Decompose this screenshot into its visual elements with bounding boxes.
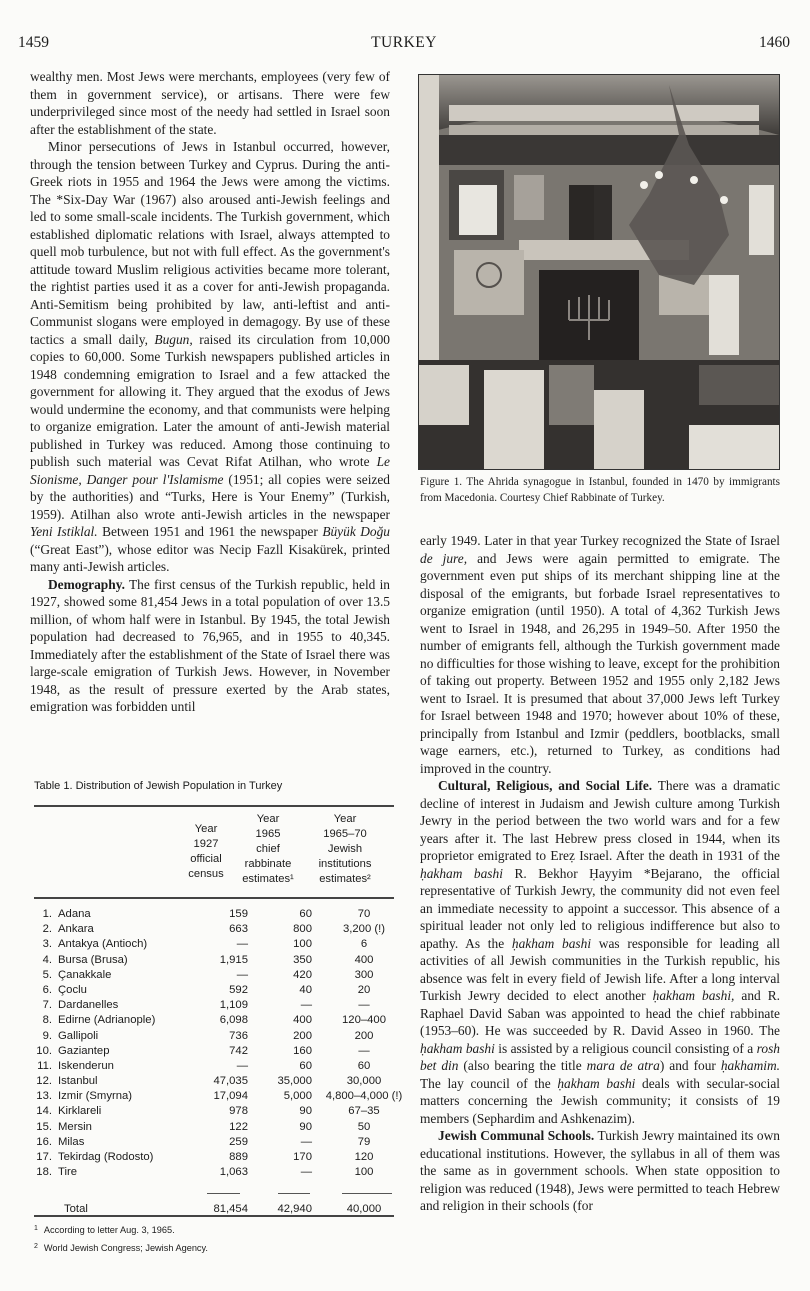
paragraph — [30, 576, 390, 716]
value-1927: 6,098 — [219, 1014, 248, 1027]
italic-term: mara de atra — [586, 1058, 660, 1073]
table-row — [34, 1151, 394, 1166]
city-name: Adana — [58, 908, 91, 920]
value-1965-70: — — [358, 1044, 370, 1057]
row-number: 17. — [36, 1151, 52, 1163]
text-run: and R. Raphael David Saban was appointed to head the chief rabbinate (1953–60). He was succeeded by R. David Asseo in 1960. The — [420, 988, 780, 1038]
text-run: (1951; all copies were seized by the authorities) and “Turks, Here is Your Enemy” (Turkish, 1959). Atilhan also wrote anti-Jewish articles in the newspaper — [30, 471, 390, 522]
value-1927: — — [236, 968, 248, 981]
value-1965: 800 — [293, 923, 312, 936]
city-name: Milas — [58, 1135, 85, 1148]
sum-rule-1965 — [278, 1193, 310, 1194]
header-line: 1965–70 — [323, 828, 367, 840]
header-line: 1927 — [193, 838, 219, 850]
city-name: Ankara — [58, 923, 94, 936]
footnote-text: According to letter Aug. 3, 1965. — [43, 1225, 175, 1235]
text-run: The first census of the Turkish republic, held in 1927, showed some 81,454 Jews in a total population of over 13.5 million, of whom half were in Istanbul. By 1945, the total Jewish population had decreased to 76,965, and in 1955 to 40,345. Immediately after the establishment of the State of Israel there was large-scale emigration of Turkish Jews. However, in November 1948, as the result of pressure exerted by the Arab states, emigration was forbidden until — [30, 576, 390, 714]
text-run: There was a dramatic decline of interest in Judaism and Jewish culture among Turkish Jewry in the period between the two world wars and for a few years after it. The last Hebrew press closed in 1944, when its proprietor emigrated to Ereẓ Israel. After the death in 1931 of the — [420, 778, 780, 863]
value-1927: 47,035 — [213, 1075, 248, 1088]
city-name: Antakya (Antioch) — [58, 938, 148, 951]
text-run: deals with secular-social matters concerning the Jewish community; it consists of 19 members (Sephardim and Ashkenazim). — [420, 1075, 780, 1126]
value-1927: 1,109 — [219, 999, 248, 1012]
table-top-rule — [34, 805, 394, 807]
row-number: 4. — [42, 953, 52, 966]
running-head — [18, 34, 790, 54]
header-line: estimates² — [319, 873, 371, 885]
value-1965-70: 300 — [354, 968, 374, 981]
value-1965-70: 4,800–4,000 (!) — [325, 1090, 403, 1103]
value-1927: 122 — [229, 1120, 248, 1133]
row-number: 11. — [37, 1059, 52, 1072]
paragraph — [420, 777, 780, 1127]
text-run: early 1949. Later in that year Turkey recognized the State of Israel — [420, 533, 780, 548]
table-row — [34, 1121, 394, 1136]
row-number: 1. — [42, 908, 52, 920]
city-name: Kirklareli — [58, 1105, 102, 1118]
header-line: census — [188, 868, 224, 880]
city-name: Izmir (Smyrna) — [58, 1090, 133, 1103]
city-name: Dardanelles — [58, 999, 119, 1012]
value-1927: 736 — [229, 1029, 248, 1042]
total-label: Total — [64, 1203, 88, 1215]
city-name: Istanbul — [58, 1075, 98, 1088]
book-title: Le Sionisme, Danger pour l'Islamisme — [30, 454, 390, 487]
value-1965-70: 120 — [354, 1151, 374, 1163]
text-run: was responsible for leading all activities of all Jewish communities in the Turkish republic, his absence was felt in every field of Jewish life. After a long interval Turkish Jewry decided to elect another — [420, 935, 780, 1003]
city-name: Mersin — [58, 1120, 92, 1133]
italic-term: ḥakhamim. — [720, 1058, 780, 1073]
value-1927: — — [236, 938, 248, 951]
row-number: 10. — [36, 1044, 52, 1057]
value-1927: 159 — [229, 908, 248, 920]
value-1965-70: 70 — [357, 908, 371, 920]
synagogue-photo — [418, 74, 780, 470]
page-number-left: 1459 — [18, 34, 49, 51]
header-line: Year — [333, 813, 357, 825]
value-1927: 259 — [229, 1135, 248, 1148]
city-name: Iskenderun — [58, 1059, 114, 1072]
newspaper-title: Büyük Doğu — [322, 524, 391, 539]
italic-term: ḥakham bashi — [420, 1040, 495, 1056]
total-1965-70: 40,000 — [346, 1203, 382, 1215]
table-total-row — [34, 1203, 394, 1219]
value-1965-70: 30,000 — [346, 1075, 382, 1088]
paragraph — [420, 532, 780, 777]
sum-rule-1927 — [207, 1193, 240, 1194]
table-row — [34, 1166, 394, 1181]
table-row — [34, 1060, 394, 1075]
value-1965-70: — — [358, 999, 370, 1012]
value-1965: 100 — [293, 938, 312, 951]
table-bottom-rule — [34, 1215, 394, 1217]
total-1965: 42,940 — [277, 1203, 312, 1215]
city-name: Edirne (Adrianople) — [58, 1014, 156, 1027]
table-row — [34, 954, 394, 969]
text-run: (“Great East”), whose editor was Necip Fazll Kisakürek, printed many anti-Jewish articles. — [30, 541, 390, 574]
value-1965: 160 — [293, 1044, 312, 1057]
value-1927: 978 — [229, 1105, 248, 1118]
text-run: (also bearing the title — [458, 1058, 587, 1073]
newspaper-title: Bugun, — [154, 331, 193, 347]
city-name: Tekirdag (Rodosto) — [58, 1151, 154, 1163]
value-1927: 663 — [229, 923, 248, 936]
value-1965: 200 — [293, 1029, 312, 1042]
table-header-rule — [34, 897, 394, 899]
section-heading: Demography. — [48, 576, 125, 592]
value-1927: 1,915 — [219, 953, 248, 966]
text-run: R. Bekhor Ḥayyim *Bejarano, the official representative of Turkish Jewry, the community did not even feel an immediate necessity to appoint a successor. This absence of a spiritual leader not only led to religious indifference but also to apathy. As the — [420, 865, 780, 951]
value-1965: 90 — [299, 1120, 312, 1133]
header-line: institutions — [318, 858, 372, 870]
table-row — [34, 1014, 394, 1029]
value-1965-70: 400 — [354, 953, 374, 966]
total-1927: 81,454 — [213, 1203, 248, 1215]
header-line: official — [190, 853, 222, 865]
value-1965-70: 120–400 — [342, 1014, 386, 1027]
paragraph: wealthy men. Most Jews were merchants, employees (very few of them in government service), or artisans. There were few underprivileged since most of the needy had settled in Israel soon after the establishment of the state. — [30, 69, 390, 137]
text-run: Turkish Jewry maintained its own educational institutions. However, the syllabus in all of them was the same as in government schools. When state opposition to religion was reduced (1948), Jews were permitted to teach Hebrew and religion in their schools (for — [420, 1128, 780, 1213]
footnote-mark: 1 — [34, 1225, 38, 1232]
value-1927: 17,094 — [213, 1090, 248, 1103]
row-number: 7. — [42, 999, 52, 1012]
column-header-1965 — [228, 812, 308, 887]
value-1965: 60 — [299, 1059, 312, 1072]
header-line: estimates¹ — [242, 873, 294, 885]
row-number: 13. — [36, 1090, 52, 1103]
value-1965-70: 67–35 — [348, 1105, 380, 1118]
text-run: is assisted by a religious council consisting of a — [494, 1040, 757, 1056]
section-heading: Jewish Communal Schools. — [438, 1128, 595, 1143]
value-1965: 170 — [293, 1151, 312, 1163]
left-column-text — [30, 68, 390, 716]
table-row — [34, 1136, 394, 1151]
footnote-mark: 2 — [34, 1243, 38, 1250]
table-row — [34, 908, 394, 923]
text-run: The lay council of the — [420, 1075, 558, 1091]
value-1965: 90 — [299, 1105, 312, 1118]
sum-rule-1965-70 — [342, 1193, 392, 1194]
row-number: 9. — [42, 1029, 52, 1042]
value-1965-70: 100 — [354, 1166, 374, 1179]
row-number: 3. — [42, 938, 52, 951]
table-row — [34, 1090, 403, 1105]
value-1965-70: 6 — [360, 938, 368, 951]
value-1965: 420 — [293, 968, 312, 981]
page-title: TURKEY — [371, 34, 437, 51]
city-name: Çanakkale — [58, 968, 112, 981]
header-line: Year — [194, 823, 218, 835]
text-run: Minor persecutions of Jews in Istanbul occurred, however, through the tension between Turkey and Cyprus. During the anti-Greek riots in 1955 and 1964 the Jews were among the victims. The *Six-Day War (1967) also aroused anti-Jewish feelings and led to some small-scale incidents. The Turkish government, which established diplomatic relations with Israel, always attempted to quell mob turbulence, but not with full effect. As the government's attitude toward Muslim religious activities became more tolerant, the rightist parties used it as a cover for anti-Jewish propaganda. Anti-Semitism being prohibited by law, anti-leftist and anti-Communist slogans were employed in demagogy. By use of these tactics a small daily, — [30, 139, 390, 347]
text-run: and Jews were again permitted to emigrate. The government even put ships of its merchant shipping line at the disposal of the emigrants, but forbade Israel representatives to organize emigration (until 1950). A total of 4,362 Turkish Jews went to Israel in 1948, and 26,295 in 1949–50. After 1950 the number of emigrants fell, although the Turkish government made no difficulties for those wishing to leave, except for the prohibition of taking out property. Between 1952 and 1955 only 2,182 Jews went to Israel. It is presumed that about 37,000 Jews left Turkey for Israel between 1948 and 1970; however about 10% of these, principally from Istanbul and Izmir (peddlers, bootblacks, small wage earners, etc.), returned to Turkey, as conditions had improved in the country. — [420, 550, 780, 776]
footnote-text: World Jewish Congress; Jewish Agency. — [43, 1243, 208, 1253]
table-row — [34, 938, 394, 953]
value-1965-70: 50 — [357, 1120, 371, 1133]
row-number: 15. — [36, 1120, 52, 1133]
row-number: 8. — [42, 1014, 52, 1027]
header-line: chief — [256, 843, 280, 855]
value-1965-70: 20 — [357, 983, 371, 996]
row-number: 5. — [42, 968, 52, 981]
text-run: ) and four — [659, 1058, 721, 1073]
italic-term: ḥakham bashi, — [652, 988, 735, 1003]
value-1927: 1,063 — [219, 1166, 248, 1179]
header-line: 1965 — [255, 828, 281, 840]
section-heading: Cultural, Religious, and Social Life. — [438, 778, 653, 793]
value-1965: 400 — [293, 1014, 312, 1027]
text-run: Between 1951 and 1961 the newspaper — [97, 524, 323, 539]
figure-caption: Figure 1. The Ahrida synagogue in Istanbul, founded in 1470 by immigrants from Macedonia. Courtesy Chief Rabbinate of Turkey. — [420, 476, 780, 504]
footnote-2 — [34, 1243, 208, 1253]
value-1965: — — [300, 1135, 312, 1148]
header-line: Year — [256, 813, 280, 825]
value-1965: 35,000 — [277, 1075, 312, 1088]
value-1965: — — [300, 999, 312, 1012]
italic-term: de jure, — [420, 550, 468, 566]
value-1927: — — [236, 1059, 248, 1072]
italic-term: ḥakham bashi — [420, 865, 503, 881]
column-header-1965-70 — [300, 812, 390, 887]
value-1965: 60 — [299, 908, 312, 920]
value-1965: 40 — [299, 983, 312, 996]
table-row — [34, 1030, 394, 1045]
city-name: Gallipoli — [58, 1029, 99, 1042]
value-1927: 889 — [229, 1151, 248, 1163]
value-1965-70: 60 — [357, 1059, 371, 1072]
value-1927: 592 — [229, 983, 248, 996]
row-number: 14. — [36, 1105, 52, 1118]
table-row — [34, 923, 394, 938]
value-1965-70: 3,200 (!) — [342, 923, 386, 936]
value-1927: 742 — [229, 1044, 248, 1057]
city-name: Gaziantep — [58, 1044, 110, 1057]
table-row — [34, 1075, 394, 1090]
value-1965: — — [300, 1166, 312, 1179]
italic-term: rosh bet din — [420, 1040, 780, 1073]
table-row — [34, 969, 394, 984]
row-number: 18. — [36, 1166, 52, 1179]
table-row — [34, 1105, 394, 1120]
right-column-text — [420, 532, 780, 1215]
row-number: 12. — [36, 1075, 52, 1088]
page-number-right: 1460 — [759, 34, 790, 51]
row-number: 6. — [42, 983, 52, 996]
table-row — [34, 984, 394, 999]
table-row — [34, 999, 394, 1014]
header-line: rabbinate — [244, 858, 292, 870]
city-name: Tire — [58, 1166, 78, 1179]
table-body — [34, 908, 403, 1181]
city-name: Bursa (Brusa) — [58, 953, 128, 966]
header-line: Jewish — [327, 843, 363, 855]
italic-term: ḥakham bashi — [511, 935, 592, 951]
photo-image — [419, 75, 779, 469]
row-number: 16. — [36, 1135, 52, 1148]
paragraph — [420, 1127, 780, 1215]
table-title: Table 1. Distribution of Jewish Population in Turkey — [34, 780, 283, 792]
row-number: 2. — [42, 923, 52, 936]
table-row — [34, 1045, 394, 1060]
text-run: raised its circulation from 10,000 copies to 60,000. Some Turkish newspapers published articles in 1948 condemning emigration to Israel and a few attacked the government for allowing it. They argued that the exodus of Jews would undermine the economy, and that communists were helping to organize emigration. Later the amount of anti-Jewish material published in Turkey was reduced. Among those continuing to publish such material was Cevat Rifat Atilhan, who wrote — [30, 331, 390, 469]
footnote-1 — [34, 1225, 175, 1235]
paragraph — [30, 138, 390, 576]
city-name: Çoclu — [58, 983, 87, 996]
italic-term: ḥakham bashi — [557, 1075, 636, 1091]
value-1965: 5,000 — [283, 1090, 312, 1103]
newspaper-title: Yeni Istiklal. — [30, 524, 98, 539]
value-1965-70: 79 — [357, 1135, 371, 1148]
value-1965-70: 200 — [354, 1029, 374, 1042]
value-1965: 350 — [293, 953, 312, 966]
